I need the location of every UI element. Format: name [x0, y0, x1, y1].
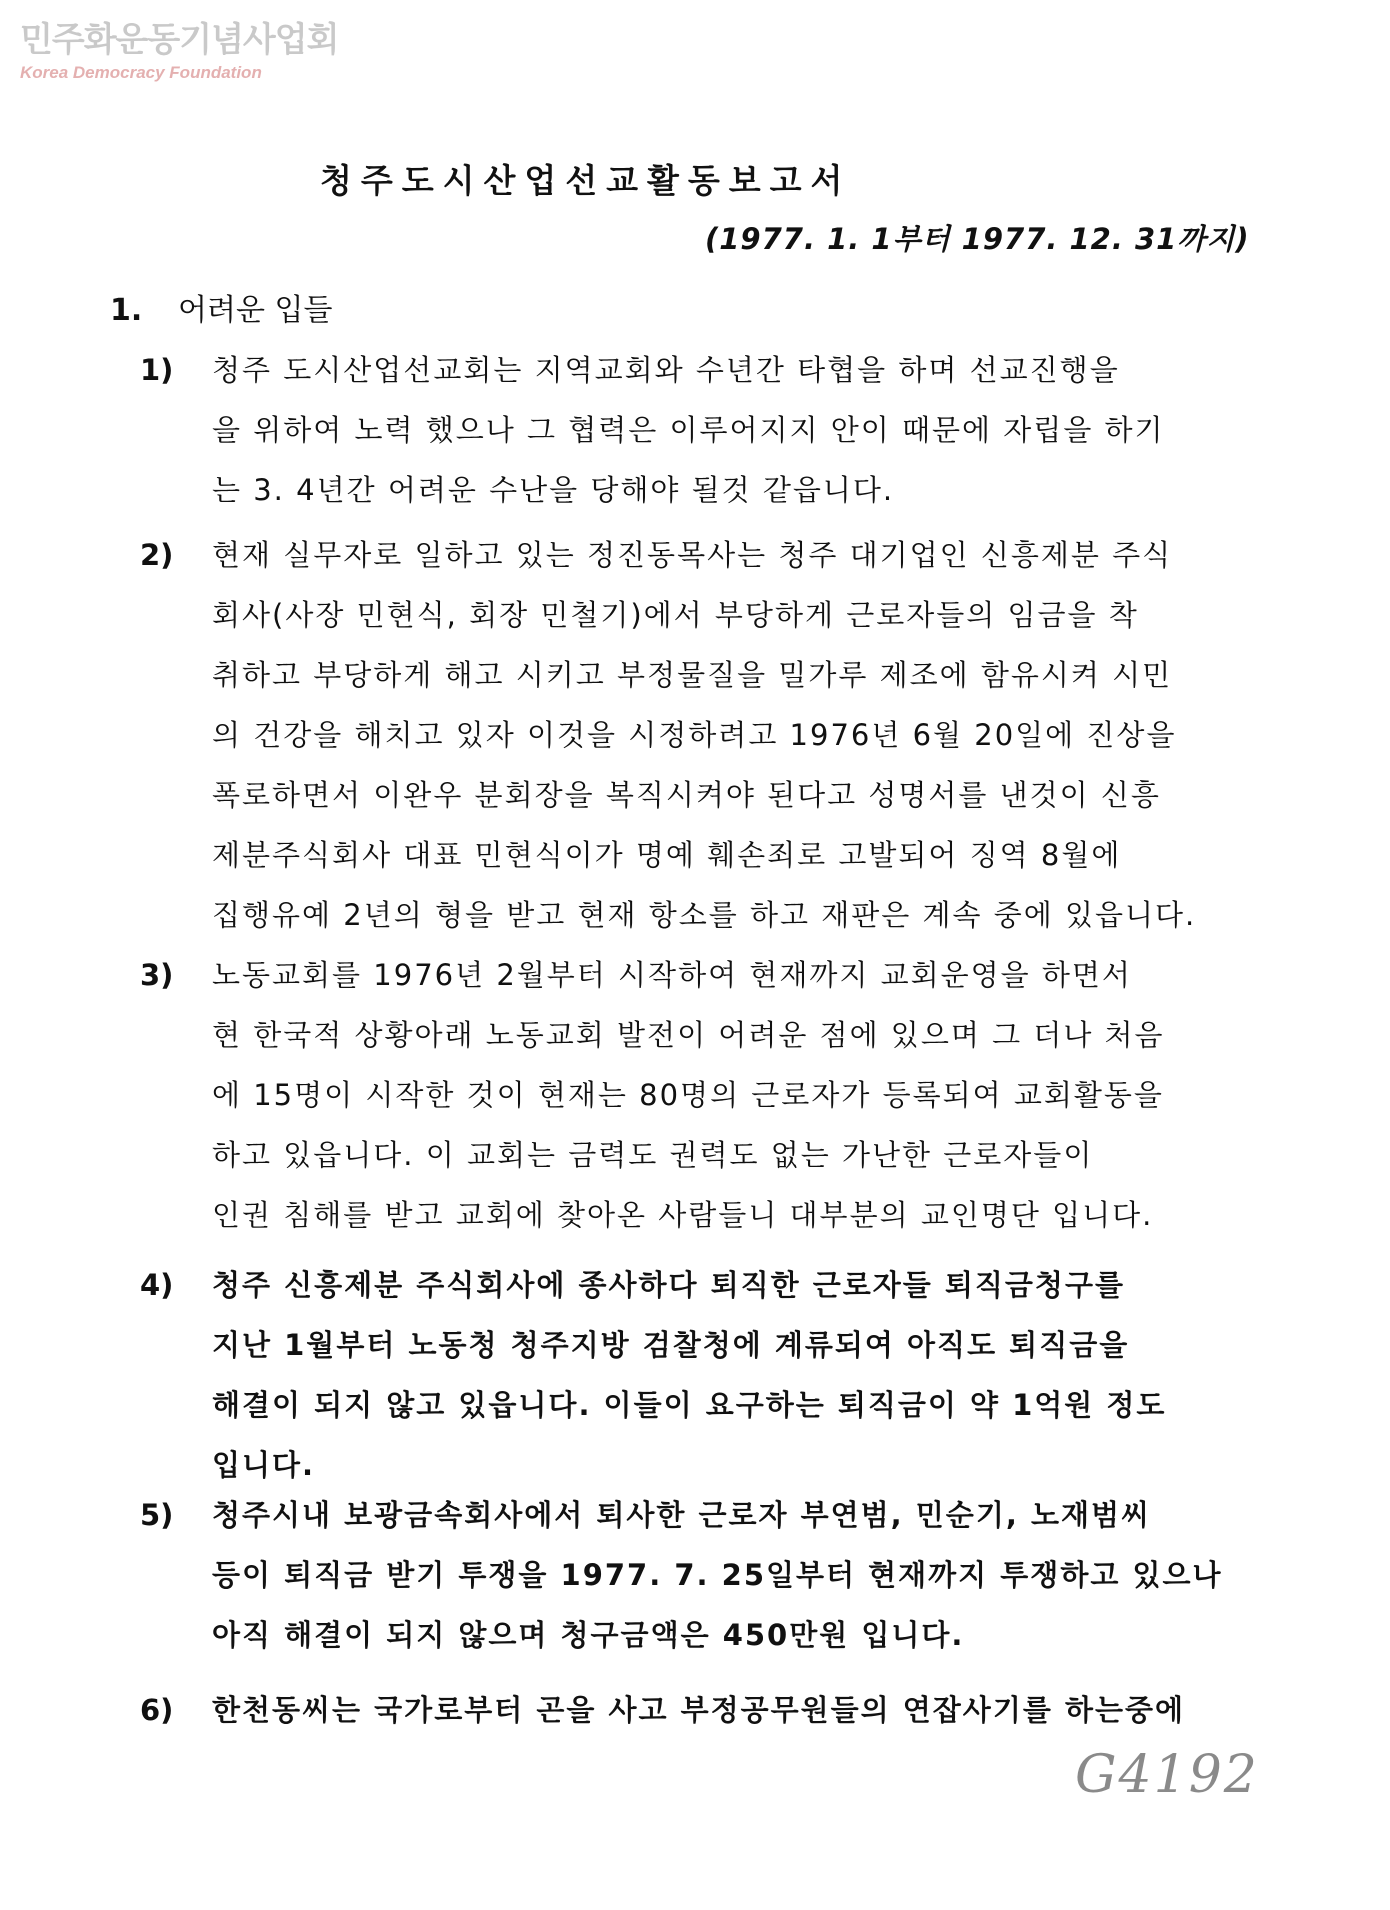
item-line: 청주시내 보광금속회사에서 퇴사한 근로자 부연범, 민순기, 노재범씨: [212, 1498, 1152, 1532]
item-line: 제분주식회사 대표 민현식이가 명예 훼손죄로 고발되어 징역 8월에: [212, 838, 1122, 872]
document-title: 청주도시산업선교활동보고서: [320, 161, 852, 200]
item-line: 폭로하면서 이완우 분회장을 복직시켜야 된다고 성명서를 낸것이 신흥: [212, 778, 1161, 812]
item-number: 4): [140, 1268, 174, 1302]
item-line: 에 15명이 시작한 것이 현재는 80명의 근로자가 등록되여 교회활동을: [212, 1078, 1164, 1112]
item-line: 을 위하여 노력 했으나 그 협력은 이루어지지 안이 때문에 자립을 하기: [212, 413, 1165, 447]
item-line: 해결이 되지 않고 있읍니다. 이들이 요구하는 퇴직금이 약 1억원 정도: [212, 1388, 1167, 1422]
item-line: 현 한국적 상황아래 노동교회 발전이 어려운 점에 있으며 그 더나 처음: [212, 1018, 1165, 1052]
item-line: 아직 해결이 되지 않으며 청구금액은 450만원 입니다.: [212, 1618, 965, 1652]
item-line: 현재 실무자로 일하고 있는 정진동목사는 청주 대기업인 신흥제분 주식: [212, 538, 1173, 572]
watermark-korean: 민주화운동기념사업회: [20, 20, 339, 60]
item-number: 1): [140, 353, 174, 387]
section-number: 1.: [110, 293, 143, 328]
item-line: 는 3. 4년간 어려운 수난을 당해야 될것 같읍니다.: [212, 473, 895, 507]
item-number: 2): [140, 538, 174, 572]
item-line: 한천동씨는 국가로부터 곤을 사고 부정공무원들의 연잡사기를 하는중에: [212, 1693, 1185, 1727]
item-line: 입니다.: [212, 1448, 316, 1482]
watermark-logo: [20, 20, 338, 84]
watermark-english: Korea Democracy Foundation: [20, 63, 262, 82]
archive-code-handwritten: G4192: [1075, 1745, 1259, 1805]
item-line: 회사(사장 민현식, 회장 민철기)에서 부당하게 근로자들의 임금을 착: [212, 598, 1139, 632]
document-date-range: (1977. 1. 1부터 1977. 12. 31까지): [705, 222, 1250, 256]
item-number: 3): [140, 958, 174, 992]
item-line: 청주 신흥제분 주식회사에 종사하다 퇴직한 근로자들 퇴직금청구를: [212, 1268, 1125, 1302]
item-line: 취하고 부당하게 해고 시키고 부정물질을 밀가루 제조에 함유시켜 시민: [212, 658, 1173, 692]
item-line: 의 건강을 해치고 있자 이것을 시정하려고 1976년 6월 20일에 진상을: [212, 718, 1177, 752]
item-line: 지난 1월부터 노동청 청주지방 검찰청에 계류되여 아직도 퇴직금을: [212, 1328, 1130, 1362]
item-line: 노동교회를 1976년 2월부터 시작하여 현재까지 교회운영을 하면서: [212, 958, 1132, 992]
item-line: 등이 퇴직금 받기 투쟁을 1977. 7. 25일부터 현재까지 투쟁하고 있으나: [212, 1558, 1223, 1592]
item-number: 6): [140, 1693, 174, 1727]
item-line: 인권 침해를 받고 교회에 찾아온 사람들니 대부분의 교인명단 입니다.: [212, 1198, 1154, 1232]
item-number: 5): [140, 1498, 174, 1532]
section-heading-text: 어려운 입들: [178, 293, 333, 328]
item-line: 청주 도시산업선교회는 지역교회와 수년간 타협을 하며 선교진행을: [212, 353, 1120, 387]
section-heading: [110, 285, 332, 329]
item-line: 하고 있읍니다. 이 교회는 금력도 권력도 없는 가난한 근로자들이: [212, 1138, 1094, 1172]
item-line: 집행유예 2년의 형을 받고 현재 항소를 하고 재판은 계속 중에 있읍니다.: [212, 898, 1197, 932]
